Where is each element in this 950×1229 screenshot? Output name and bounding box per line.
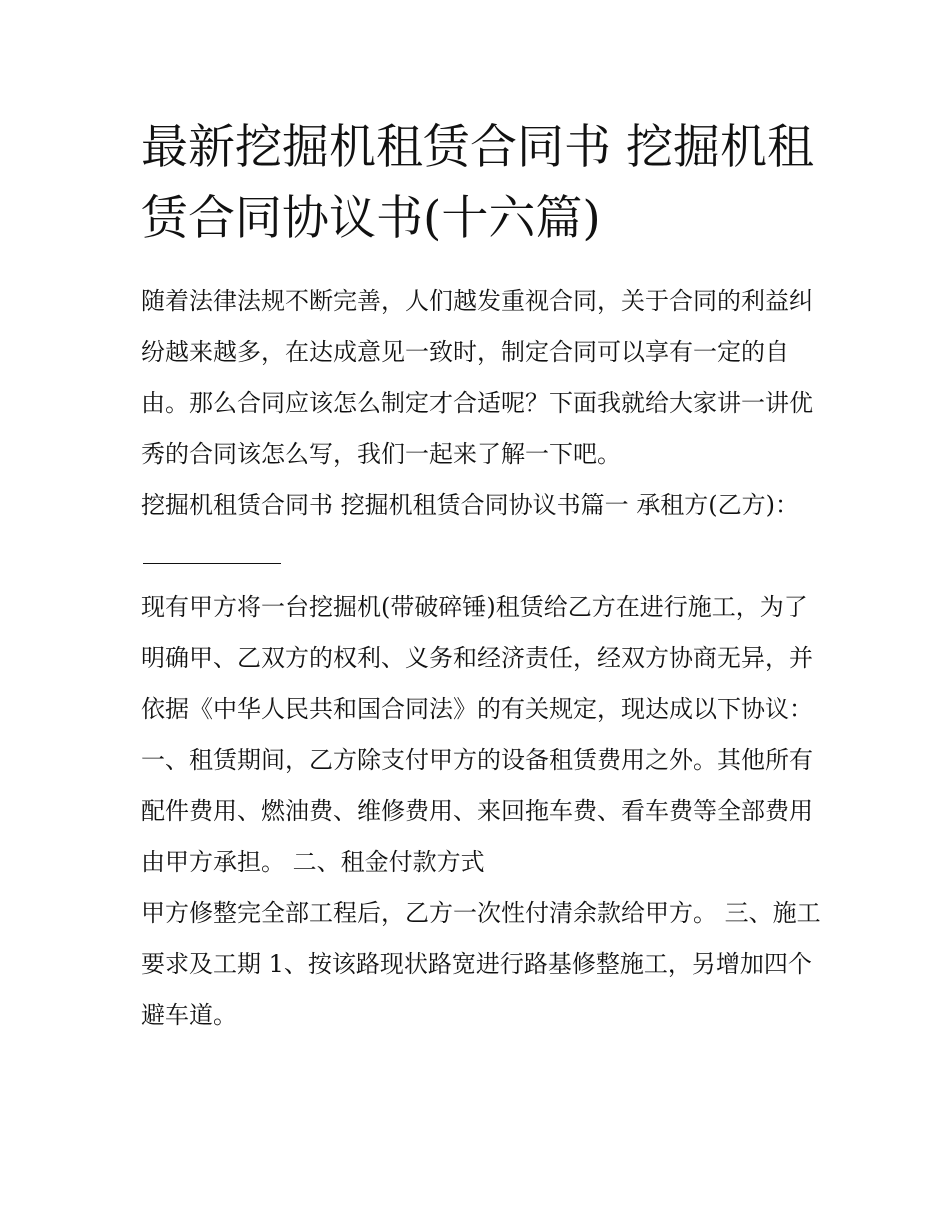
intro-paragraph: 随着法律法规不断完善，人们越发重视合同，关于合同的利益纠纷越来越多，在达成意见一致时，制定合同可以享有一定的自由。那么合同应该怎么制定才合适呢？下面我就给大家讲一讲优秀的合同该怎么写，我们一起来了解一下吧。 <box>141 287 813 468</box>
signature-blank-line <box>143 541 281 564</box>
section-heading-text: 挖掘机租赁合同书 挖掘机租赁合同协议书篇一 承租方(乙方)： <box>141 491 799 519</box>
clause-one-paragraph: 一、租赁期间，乙方除支付甲方的设备租赁费用之外。其他所有配件费用、燃油费、维修费用、来回拖车费、看车费等全部费用由甲方承担。 二、租金付款方式 <box>141 746 813 876</box>
document-body <box>141 276 821 1041</box>
document-title: 最新挖掘机租赁合同书 挖掘机租赁合同协议书(十六篇) <box>141 120 814 246</box>
section-heading-line <box>141 480 821 582</box>
clause-payment-paragraph: 甲方修整完全部工程后，乙方一次性付清余款给甲方。 三、施工要求及工期 1、按该路现状路宽进行路基修整施工，另增加四个避车道。 <box>141 899 821 1029</box>
agreement-paragraph: 现有甲方将一台挖掘机(带破碎锤)租赁给乙方在进行施工，为了明确甲、乙双方的权利、义务和经济责任，经双方协商无异，并依据《中华人民共和国合同法》的有关规定，现达成以下协议： <box>141 593 813 723</box>
